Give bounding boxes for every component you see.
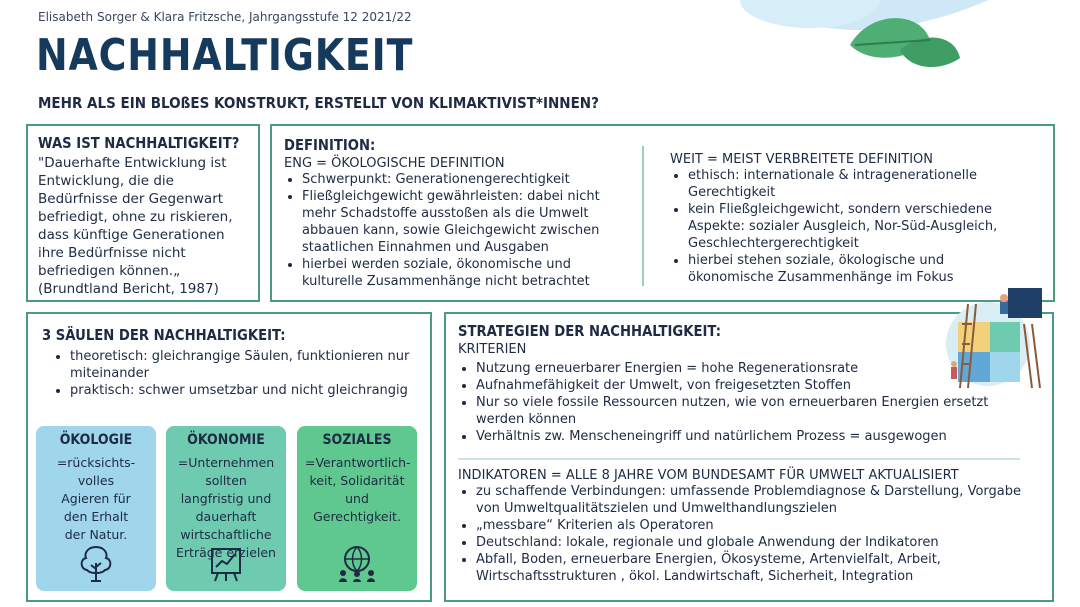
quote-box-heading: WAS IST NACHHALTIGKEIT? (38, 134, 240, 152)
list-item: • „messbare“ Kriterien als Operatoren (476, 517, 1043, 534)
indicators-heading: INDIKATOREN = ALLE 8 JAHRE VOM BUNDESAMT FÜR UMWELT AKTUALISIERT (458, 468, 959, 483)
weit-definition-heading: WEIT = MEIST VERBREITETE DEFINITION (670, 152, 933, 167)
list-item: • Verhältnis zw. Menscheneingriff und natürlichem Prozess = ausgewogen (476, 428, 1038, 445)
pillar-text: =Verantwortlich-keit, Solidarität und Gerechtigkeit. (305, 455, 411, 524)
pillar-text: =Unternehmen sollten langfristig und dauerhaft wirtschaftliche Erträge erzielen (176, 455, 276, 560)
list-item: • Aufnahmefähigkeit der Umwelt, von freigesetzten Stoffen (476, 377, 1038, 394)
column-divider (642, 146, 644, 286)
list-item: • Deutschland: lokale, regionale und globale Anwendung der Indikatoren (476, 534, 1043, 551)
criteria-heading: KRITERIEN (458, 342, 527, 357)
list-item: • praktisch: schwer umsetzbar und nicht gleichrangig (70, 382, 422, 399)
chart-board-icon (204, 543, 248, 583)
pillar-title: ÖKONOMIE (187, 432, 265, 448)
list-item: • Abfall, Boden, erneuerbare Energien, Ökosysteme, Artenvielfalt, Arbeit, Wirtschaftsstrukturen , ökol. Landwirtschaft, Sicherheit, Integration (476, 551, 1043, 585)
list-item: • ethisch: internationale & intragenerationelle Gerechtigkeit (688, 167, 1025, 201)
decorative-cloud-illustration (740, 0, 1080, 90)
pillars-list (42, 348, 422, 399)
tree-icon (74, 543, 118, 583)
puzzle-people-illustration (938, 284, 1056, 392)
section-divider (458, 458, 1020, 460)
strategies-heading: STRATEGIEN DER NACHHALTIGKEIT: (458, 322, 721, 340)
list-item: • theoretisch: gleichrangige Säulen, funktionieren nur miteinander (70, 348, 422, 382)
weit-definition-list (670, 167, 1025, 286)
eng-definition-list (284, 171, 634, 290)
pillars-heading: 3 SÄULEN DER NACHHALTIGKEIT: (42, 326, 286, 344)
page-subtitle: MEHR ALS EIN BLOßES KONSTRUKT, ERSTELLT VON KLIMAKTIVIST*INNEN? (38, 94, 599, 112)
list-item: • Nur so viele fossile Ressourcen nutzen, wie von erneuerbaren Energien ersetzt werden können (476, 394, 1038, 428)
list-item: • zu schaffende Verbindungen: umfassende Problemdiagnose & Darstellung, Vorgabe von Umweltqualitätszielen und Umwelthandlungszielen (476, 483, 1043, 517)
authors-line: Elisabeth Sorger & Klara Fritzsche, Jahrgangsstufe 12 2021/22 (38, 10, 412, 24)
list-item: • Schwerpunkt: Generationengerechtigkeit (302, 171, 634, 188)
pillar-title: ÖKOLOGIE (59, 432, 133, 448)
page-title: NACHHALTIGKEIT (36, 30, 414, 81)
list-item: • hierbei werden soziale, ökonomische und kulturelle Zusammenhänge nicht betrachtet (302, 256, 634, 290)
pillar-oekologie (36, 426, 156, 591)
eng-definition-heading: ENG = ÖKOLOGISCHE DEFINITION (284, 156, 505, 171)
globe-people-icon (335, 543, 379, 583)
list-item: • Nutzung erneuerbarer Energien = hohe Regenerationsrate (476, 360, 1038, 377)
definition-box (270, 124, 1055, 302)
pillar-soziales (297, 426, 417, 591)
brundtland-quote: "Dauerhafte Entwicklung ist Entwicklung, die die Bedürfnisse der Gegenwart befriedigt, ohne zu riskieren, dass künftige Generationen ihre Bedürfnisse nicht befriedigen können.„ (Brundtland Bericht, 1987) (38, 155, 233, 297)
pillar-text: =rücksichts-volles Agieren für den Erhalt der Natur. (56, 455, 136, 542)
indicators-list (458, 483, 1043, 585)
list-item: • hierbei stehen soziale, ökologische und ökonomische Zusammenhänge im Fokus (688, 252, 1025, 286)
list-item: • Fließgleichgewicht gewährleisten: dabei nicht mehr Schadstoffe ausstoßen als die Umwelt abbauen kann, sowie Gleichgewicht zwischen staatlichen Einnahmen und Ausgaben (302, 188, 634, 256)
definition-heading: DEFINITION: (284, 136, 376, 154)
list-item: • kein Fließgleichgewicht, sondern verschiedene Aspekte: sozialer Ausgleich, Nor-Süd-Ausgleich, Geschlechtergerechtigkeit (688, 201, 1025, 252)
pillar-title: SOZIALES (322, 432, 392, 448)
pillar-oekonomie (166, 426, 286, 591)
definition-quote-box (26, 124, 260, 302)
